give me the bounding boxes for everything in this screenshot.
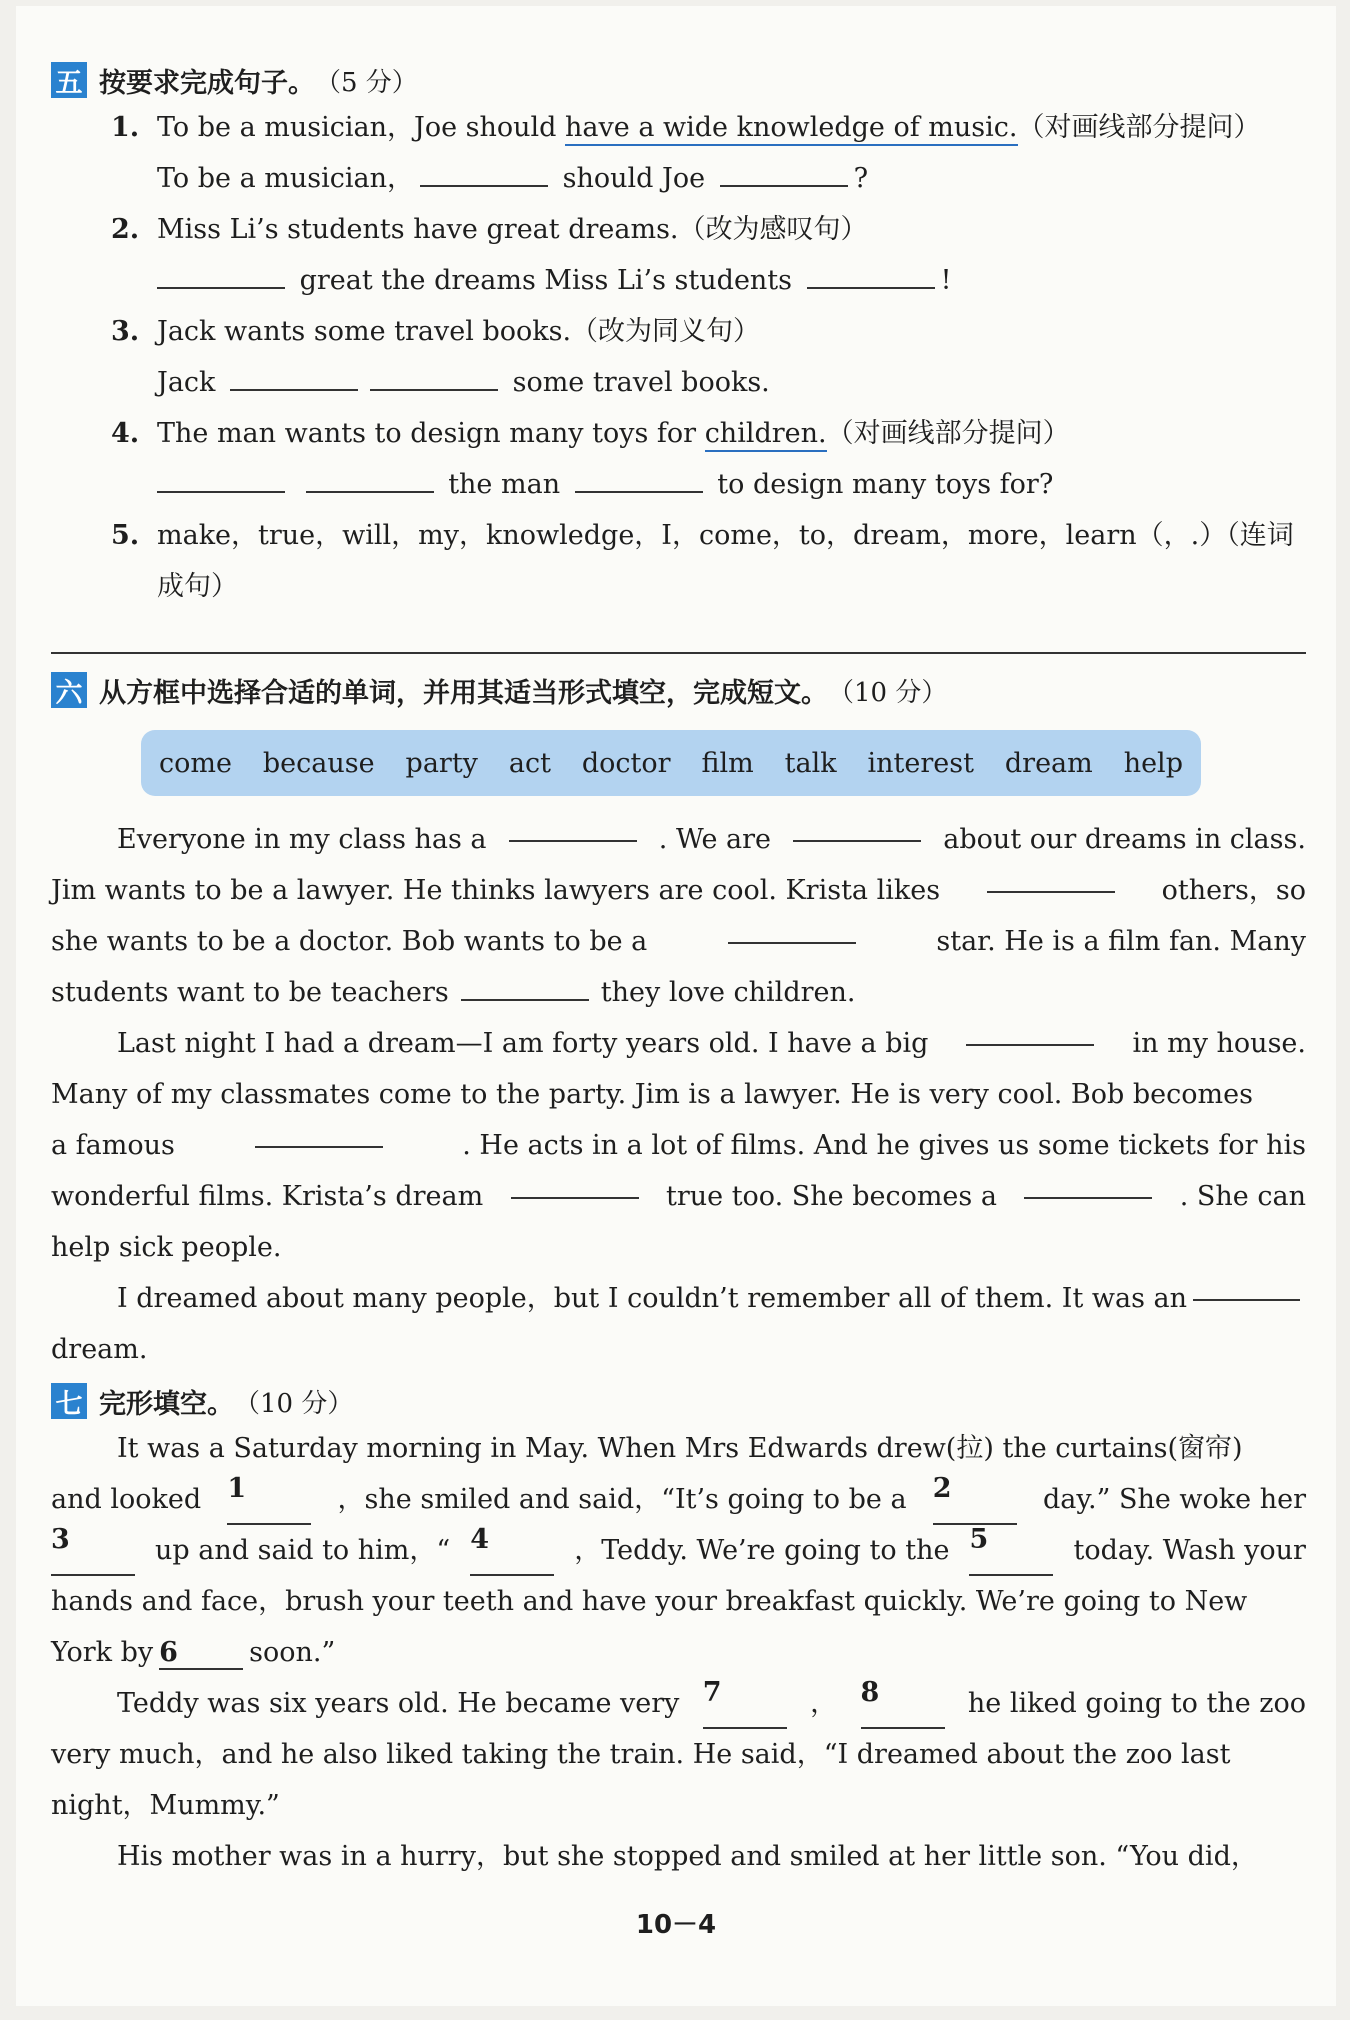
answer-blank[interactable]	[966, 1018, 1094, 1046]
passage-line	[51, 814, 1306, 865]
section-7-score: （10 分）	[234, 1388, 354, 1419]
question-3-answer	[157, 357, 1306, 408]
answer-blank[interactable]	[511, 1171, 639, 1199]
question-number: 2.	[111, 214, 140, 245]
passage-text: star. He is a film fan. Many	[936, 926, 1306, 957]
word-bank-item: talk	[784, 747, 837, 779]
passage-line	[51, 1423, 1306, 1474]
word-bank	[141, 730, 1201, 796]
word-bank-item: party	[405, 747, 478, 779]
answer-blank[interactable]	[370, 363, 498, 391]
worksheet-content	[51, 54, 1306, 1882]
answer-blank[interactable]	[1193, 1273, 1300, 1301]
word-bank-item: interest	[867, 747, 974, 779]
section-5-title: 按要求完成句子。	[99, 67, 315, 99]
passage-text: I dreamed about many people，but I couldn’t remember all of them. It was an	[117, 1283, 1188, 1314]
section-5-score: （5 分）	[315, 67, 418, 98]
answer-blank[interactable]	[157, 465, 285, 493]
answer-blank[interactable]	[420, 159, 548, 187]
passage-text: true too. She becomes a	[665, 1181, 997, 1212]
passage-line	[51, 865, 1306, 916]
answer-blank[interactable]	[807, 261, 935, 289]
passage-text: in my house.	[1132, 1028, 1306, 1059]
passage-line	[51, 1018, 1306, 1069]
passage-text: hands and face，brush your teeth and have your breakfast quickly. We’re going to New	[51, 1586, 1248, 1617]
word-bank-item: help	[1123, 747, 1183, 779]
cloze-blank-3[interactable]: 3	[51, 1525, 135, 1576]
instruction-tag: （对画线部分提问）	[826, 418, 1070, 449]
answer-blank[interactable]	[461, 973, 589, 1001]
passage-text: he liked going to the zoo	[967, 1688, 1306, 1719]
instruction-tag: （改为感叹句）	[678, 214, 868, 245]
question-text: The man wants to design many toys for	[157, 418, 705, 449]
section-7-badge: 七	[51, 1383, 87, 1419]
passage-text: Jim wants to be a lawyer. He thinks lawyers are cool. Krista likes	[51, 875, 941, 906]
section-7-title: 完形填空。	[99, 1388, 234, 1420]
passage-text: Many of my classmates come to the party. Jim is a lawyer. He is very cool. Bob becomes	[51, 1079, 1253, 1110]
passage-text: It was a Saturday morning in May. When Mrs Edwards drew(拉) the curtains(窗帘)	[117, 1433, 1243, 1464]
passage-line	[51, 916, 1306, 967]
cloze-blank-7[interactable]: 7	[703, 1678, 787, 1729]
word-bank-item: doctor	[581, 747, 671, 779]
passage-line	[51, 1525, 1306, 1576]
section-6-header	[51, 668, 1306, 712]
passage-text: night，Mummy.”	[51, 1790, 280, 1821]
answer-blank[interactable]	[793, 814, 921, 842]
answer-text: should Joe	[562, 163, 706, 194]
answer-text: ?	[853, 163, 869, 194]
question-text: make，true，will，my，knowledge，I，come，to，dream，more，learn（，.）（连词	[157, 520, 1294, 551]
passage-text: day.” She woke her	[1042, 1484, 1306, 1515]
passage-text: today. Wash your	[1073, 1535, 1306, 1566]
answer-blank[interactable]	[720, 159, 848, 187]
cloze-blank-2[interactable]: 2	[933, 1474, 1017, 1525]
passage-line	[51, 967, 1306, 1018]
question-number: 4.	[111, 418, 140, 449]
passage-text: very much，and he also liked taking the train. He said，“I dreamed about the zoo last	[51, 1739, 1231, 1770]
word-bank-item: film	[701, 747, 754, 779]
passage-6-paragraph-2	[51, 1018, 1306, 1273]
passage-text: students want to be teachers	[51, 977, 449, 1008]
word-bank-item: dream	[1004, 747, 1093, 779]
question-2-answer	[157, 255, 1306, 306]
page-number: 10－4	[635, 1910, 717, 1940]
cloze-blank-4[interactable]: 4	[470, 1525, 554, 1576]
passage-line	[51, 1273, 1306, 1324]
question-text: Jack wants some travel books.	[157, 316, 572, 347]
passage-line	[51, 1627, 1306, 1678]
answer-text: some travel books.	[512, 367, 770, 398]
passage-text: soon.”	[249, 1637, 336, 1668]
answer-text: great the dreams Miss Li’s students	[299, 265, 793, 296]
section-6-badge: 六	[51, 672, 87, 708]
answer-blank[interactable]	[509, 814, 637, 842]
word-bank-item: act	[508, 747, 551, 779]
passage-text: Last night I had a dream—I am forty years old. I have a big	[117, 1028, 929, 1059]
underlined-text: have a wide knowledge of music.	[565, 112, 1017, 146]
passage-line	[51, 1069, 1306, 1120]
answer-text: to design many toys for?	[717, 469, 1054, 500]
section-6-title: 从方框中选择合适的单词，并用其适当形式填空，完成短文。	[99, 677, 828, 709]
cloze-blank-1[interactable]: 1	[227, 1474, 311, 1525]
section-6-score: （10 分）	[828, 677, 948, 708]
passage-text: Teddy was six years old. He became very	[117, 1688, 680, 1719]
question-4-answer	[157, 459, 1306, 510]
question-text: Miss Li’s students have great dreams.	[157, 214, 679, 245]
question-4	[51, 408, 1306, 459]
worksheet-page	[16, 6, 1336, 2006]
passage-text: about our dreams in class.	[943, 824, 1306, 855]
question-5-continued: 成句）	[157, 571, 238, 602]
passage-text: help sick people.	[51, 1232, 282, 1263]
passage-text: . He acts in a lot of films. And he gives us some tickets for his	[462, 1130, 1306, 1161]
answer-blank[interactable]	[728, 916, 856, 944]
passage-text: ，	[810, 1688, 838, 1719]
passage-text: and looked	[51, 1484, 202, 1515]
passage-text: . We are	[658, 824, 772, 855]
passage-line	[51, 1780, 1306, 1831]
instruction-tag: （改为同义句）	[571, 316, 761, 347]
passage-text: Everyone in my class has a	[117, 824, 487, 855]
passage-text: ，Teddy. We’re going to the	[574, 1535, 950, 1566]
underlined-text: children.	[705, 418, 827, 452]
passage-line	[51, 1171, 1306, 1222]
cloze-blank-8[interactable]: 8	[861, 1678, 945, 1729]
answer-text: !	[940, 265, 952, 296]
passage-6-paragraph-3	[51, 1273, 1306, 1375]
answer-text: To be a musician，	[157, 163, 415, 194]
passage-text: His mother was in a hurry，but she stopped and smiled at her little son. “You did，	[117, 1841, 1258, 1872]
cloze-blank-5[interactable]: 5	[969, 1525, 1053, 1576]
question-3	[51, 306, 1306, 357]
word-bank-item: because	[262, 747, 375, 779]
answer-blank[interactable]	[157, 261, 285, 289]
passage-text: dream.	[51, 1334, 148, 1365]
passage-line	[51, 1729, 1306, 1780]
passage-6-paragraph-1	[51, 814, 1306, 1018]
answer-blank[interactable]	[987, 865, 1115, 893]
answer-blank[interactable]	[306, 465, 434, 493]
word-bank-item: come	[159, 747, 232, 779]
cloze-blank-6[interactable]: 6	[159, 1638, 243, 1670]
cloze-passage	[51, 1423, 1306, 1882]
answer-line[interactable]	[51, 652, 1306, 654]
passage-text: they love children.	[600, 977, 856, 1008]
passage-line	[51, 1474, 1306, 1525]
question-1-answer	[157, 153, 1306, 204]
section-7-header	[51, 1379, 1306, 1423]
question-number: 1.	[111, 112, 140, 143]
answer-blank[interactable]	[255, 1120, 383, 1148]
answer-blank[interactable]	[230, 363, 358, 391]
question-1	[51, 102, 1306, 153]
question-2	[51, 204, 1306, 255]
passage-line	[51, 1222, 1306, 1273]
passage-text: others，so	[1161, 875, 1306, 906]
question-number: 5.	[111, 520, 140, 551]
question-5	[51, 510, 1306, 561]
passage-text: . She can	[1179, 1181, 1306, 1212]
instruction-tag: （对画线部分提问）	[1017, 112, 1261, 143]
passage-text: wonderful films. Krista’s dream	[51, 1181, 484, 1212]
section-5-badge: 五	[51, 62, 87, 98]
question-text: To be a musician，Joe should	[157, 112, 566, 143]
passage-line	[51, 1678, 1306, 1729]
answer-blank[interactable]	[1024, 1171, 1152, 1199]
question-number: 3.	[111, 316, 140, 347]
passage-text: a famous	[51, 1130, 175, 1161]
passage-text: she wants to be a doctor. Bob wants to be a	[51, 926, 648, 957]
passage-text: York by	[51, 1637, 154, 1668]
passage-line	[51, 1576, 1306, 1627]
passage-line	[51, 1120, 1306, 1171]
passage-text: up and said to him，“	[155, 1535, 451, 1566]
section-5-header	[51, 58, 1306, 102]
answer-text: the man	[448, 469, 561, 500]
answer-blank[interactable]	[575, 465, 703, 493]
passage-text: ，she smiled and said，“It’s going to be a	[337, 1484, 907, 1515]
passage-line	[51, 1831, 1306, 1882]
answer-text: Jack	[157, 367, 216, 398]
passage-line	[51, 1324, 1306, 1375]
